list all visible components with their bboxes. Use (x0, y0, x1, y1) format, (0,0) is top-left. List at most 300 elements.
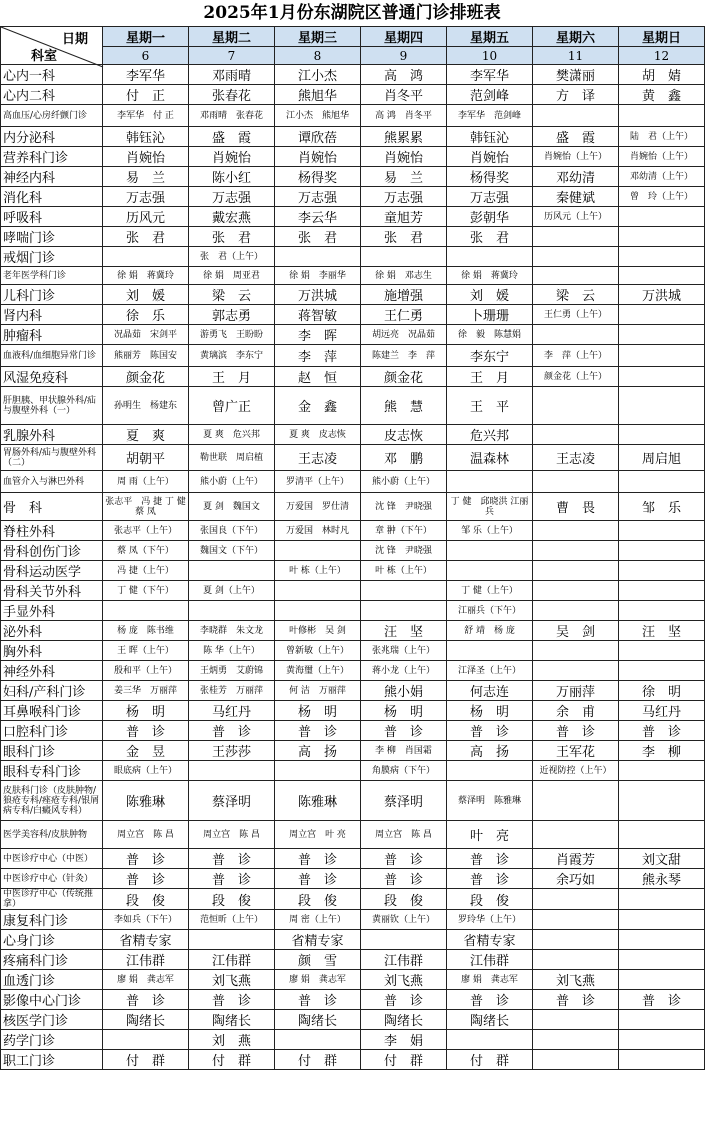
department-name: 消化科 (1, 187, 103, 207)
schedule-cell: 黄 鑫 (619, 85, 705, 105)
table-row (1, 267, 705, 285)
department-name: 职工门诊 (1, 1050, 103, 1070)
schedule-cell: 邹 乐 (619, 493, 705, 521)
schedule-cell (447, 541, 533, 561)
schedule-cell (533, 641, 619, 661)
schedule-cell (619, 425, 705, 445)
department-name: 内分泌科 (1, 127, 103, 147)
schedule-cell: 邓 鹏 (361, 445, 447, 471)
department-name: 眼科专科门诊 (1, 761, 103, 781)
schedule-cell: 万爱国 罗仕清 (275, 493, 361, 521)
day-header: 星期日 (619, 27, 705, 47)
schedule-cell: 谭欣蓓 (275, 127, 361, 147)
corner-dept-label: 科室 (31, 49, 58, 64)
schedule-cell (533, 227, 619, 247)
schedule-cell (619, 581, 705, 601)
department-name: 风湿免疫科 (1, 367, 103, 387)
header-corner (1, 27, 103, 65)
schedule-cell: 普 诊 (275, 849, 361, 869)
schedule-cell (619, 761, 705, 781)
schedule-cell: 普 诊 (275, 721, 361, 741)
schedule-cell: 普 诊 (361, 990, 447, 1010)
department-name: 口腔科门诊 (1, 721, 103, 741)
schedule-cell: 李如兵（下午） (103, 910, 189, 930)
schedule-cell: 颜金花 (103, 367, 189, 387)
schedule-cell: 张桂芳 万丽萍 (189, 681, 275, 701)
schedule-cell (103, 601, 189, 621)
schedule-cell: 冯 捷（上午） (103, 561, 189, 581)
department-name: 中医诊疗中心（传统推拿） (1, 889, 103, 910)
schedule-cell (533, 781, 619, 821)
day-header: 星期一 (103, 27, 189, 47)
department-name: 眼科门诊 (1, 741, 103, 761)
table-row (1, 910, 705, 930)
schedule-cell: 段 俊 (189, 889, 275, 910)
schedule-cell: 邓雨晴 (189, 65, 275, 85)
department-name: 泌外科 (1, 621, 103, 641)
department-name: 药学门诊 (1, 1030, 103, 1050)
schedule-cell (619, 267, 705, 285)
schedule-cell: 姜三华 万丽萍 (103, 681, 189, 701)
table-row (1, 761, 705, 781)
schedule-cell (533, 521, 619, 541)
schedule-cell: 肖冬平 (361, 85, 447, 105)
schedule-cell (275, 247, 361, 267)
schedule-cell (533, 471, 619, 493)
schedule-cell (619, 781, 705, 821)
schedule-cell: 徐 娟 邓志生 (361, 267, 447, 285)
table-row (1, 930, 705, 950)
schedule-cell: 王志凌 (275, 445, 361, 471)
schedule-cell: 熊小蔚（上午） (361, 471, 447, 493)
schedule-cell: 张 君（上午） (189, 247, 275, 267)
schedule-cell: 李军华 范剑峰 (447, 105, 533, 127)
table-row (1, 345, 705, 367)
department-name: 骨 科 (1, 493, 103, 521)
schedule-cell (533, 661, 619, 681)
schedule-cell (533, 541, 619, 561)
schedule-cell (619, 950, 705, 970)
schedule-cell: 丁 健（上午） (447, 581, 533, 601)
schedule-cell: 张志平 冯 捷 丁 健 蔡 凤 (103, 493, 189, 521)
schedule-cell: 叶修彬 吴 剑 (275, 621, 361, 641)
department-name: 胃肠外科/疝与腹壁外科（二） (1, 445, 103, 471)
schedule-cell: 邓幼清（上午） (619, 167, 705, 187)
table-row (1, 889, 705, 910)
department-name: 康复科门诊 (1, 910, 103, 930)
table-row (1, 970, 705, 990)
department-name: 胸外科 (1, 641, 103, 661)
schedule-cell: 肖婉怡（上午） (533, 147, 619, 167)
schedule-cell (533, 910, 619, 930)
schedule-cell: 普 诊 (361, 849, 447, 869)
table-row (1, 581, 705, 601)
schedule-cell: 胡 婧 (619, 65, 705, 85)
department-name: 心内一科 (1, 65, 103, 85)
schedule-cell: 王 月 (447, 367, 533, 387)
table-row (1, 741, 705, 761)
schedule-cell: 易 兰 (361, 167, 447, 187)
schedule-cell: 江伟群 (447, 950, 533, 970)
schedule-cell: 杨 明 (275, 701, 361, 721)
schedule-cell: 万志强 (275, 187, 361, 207)
schedule-cell: 蔡 凤（下午） (103, 541, 189, 561)
schedule-cell: 曹 畏 (533, 493, 619, 521)
schedule-cell: 王莎莎 (189, 741, 275, 761)
department-name: 心身门诊 (1, 930, 103, 950)
schedule-cell: 王军花 (533, 741, 619, 761)
table-row (1, 1010, 705, 1030)
table-row (1, 367, 705, 387)
schedule-cell: 普 诊 (189, 849, 275, 869)
schedule-cell: 徐 娟 蒋冀玲 (447, 267, 533, 285)
schedule-cell: 危兴邦 (447, 425, 533, 445)
department-name: 医学美容科/皮肤肿物 (1, 821, 103, 849)
table-row (1, 621, 705, 641)
department-name: 营养科门诊 (1, 147, 103, 167)
schedule-cell (619, 105, 705, 127)
schedule-cell: 蔡泽明 (361, 781, 447, 821)
schedule-cell (533, 950, 619, 970)
schedule-cell: 周立宫 陈 昌 (189, 821, 275, 849)
schedule-cell: 陶绪长 (275, 1010, 361, 1030)
schedule-cell: 付 群 (361, 1050, 447, 1070)
schedule-cell: 杨得奖 (447, 167, 533, 187)
department-name: 神经外科 (1, 661, 103, 681)
schedule-cell: 杨 明 (103, 701, 189, 721)
department-name: 中医诊疗中心（针灸） (1, 869, 103, 889)
schedule-cell: 普 诊 (189, 721, 275, 741)
department-name: 哮喘门诊 (1, 227, 103, 247)
schedule-cell (533, 821, 619, 849)
schedule-cell: 周立宫 叶 亮 (275, 821, 361, 849)
table-row (1, 471, 705, 493)
schedule-cell: 江伟群 (361, 950, 447, 970)
schedule-cell: 李 萍（上午） (533, 345, 619, 367)
schedule-cell (533, 1030, 619, 1050)
department-name: 骨科创伤门诊 (1, 541, 103, 561)
schedule-cell (447, 561, 533, 581)
schedule-cell: 普 诊 (189, 990, 275, 1010)
department-name: 脊柱外科 (1, 521, 103, 541)
schedule-cell: 省精专家 (447, 930, 533, 950)
schedule-cell: 陶绪长 (447, 1010, 533, 1030)
schedule-cell: 付 群 (447, 1050, 533, 1070)
department-name: 中医诊疗中心（中医） (1, 849, 103, 869)
schedule-cell: 张 君 (103, 227, 189, 247)
schedule-cell: 段 俊 (361, 889, 447, 910)
schedule-cell: 李军华 (447, 65, 533, 85)
schedule-cell: 熊 慧 (361, 387, 447, 425)
schedule-cell: 夏 爽 (103, 425, 189, 445)
table-row (1, 1030, 705, 1050)
schedule-cell (619, 207, 705, 227)
schedule-cell (619, 821, 705, 849)
schedule-cell (275, 581, 361, 601)
schedule-cell: 王 平 (447, 387, 533, 425)
schedule-cell (619, 910, 705, 930)
schedule-cell: 普 诊 (361, 869, 447, 889)
schedule-cell: 万志强 (361, 187, 447, 207)
schedule-cell: 普 诊 (447, 990, 533, 1010)
schedule-cell (619, 889, 705, 910)
schedule-cell: 黄璃滨 李东宁 (189, 345, 275, 367)
date-header: 6 (103, 47, 189, 65)
day-header: 星期五 (447, 27, 533, 47)
department-name: 肝胆胰、甲状腺外科/疝与腹壁外科（一） (1, 387, 103, 425)
schedule-cell: 杨 明 (361, 701, 447, 721)
schedule-cell: 马红丹 (619, 701, 705, 721)
schedule-cell: 何 洁 万丽萍 (275, 681, 361, 701)
schedule-cell: 陈小红 (189, 167, 275, 187)
schedule-cell: 刘飞燕 (533, 970, 619, 990)
schedule-cell: 江小杰 熊旭华 (275, 105, 361, 127)
schedule-cell: 熊丽芳 陈国安 (103, 345, 189, 367)
schedule-cell: 王 月 (189, 367, 275, 387)
schedule-cell: 温森林 (447, 445, 533, 471)
schedule-cell: 普 诊 (189, 869, 275, 889)
schedule-cell: 陶绪长 (361, 1010, 447, 1030)
schedule-cell (533, 561, 619, 581)
schedule-cell: 丁 健（下午） (103, 581, 189, 601)
header-row-dates (1, 47, 705, 65)
schedule-cell (533, 889, 619, 910)
schedule-cell: 童旭芳 (361, 207, 447, 227)
schedule-cell: 李晓群 朱文龙 (189, 621, 275, 641)
schedule-cell (103, 247, 189, 267)
day-header: 星期二 (189, 27, 275, 47)
schedule-cell: 刘文甜 (619, 849, 705, 869)
schedule-cell: 熊旭华 (275, 85, 361, 105)
schedule-cell: 夏 爽 皮志恢 (275, 425, 361, 445)
schedule-cell: 张国良（下午） (189, 521, 275, 541)
schedule-cell: 孙明生 杨建东 (103, 387, 189, 425)
schedule-cell: 李 柳 肖国霜 (361, 741, 447, 761)
schedule-cell: 夏 爽 危兴邦 (189, 425, 275, 445)
department-name: 高血压/心房纤颤门诊 (1, 105, 103, 127)
date-header: 9 (361, 47, 447, 65)
schedule-cell: 游勇飞 王盼盼 (189, 325, 275, 345)
schedule-cell: 何志连 (447, 681, 533, 701)
schedule-cell (619, 325, 705, 345)
schedule-cell: 李云华 (275, 207, 361, 227)
schedule-cell: 普 诊 (533, 990, 619, 1010)
table-row (1, 849, 705, 869)
table-row (1, 305, 705, 325)
schedule-cell: 盛 霞 (533, 127, 619, 147)
table-row (1, 325, 705, 345)
department-name: 老年医学科门诊 (1, 267, 103, 285)
schedule-cell: 金 鑫 (275, 387, 361, 425)
day-header: 星期三 (275, 27, 361, 47)
department-name: 血液科/血细胞异常门诊 (1, 345, 103, 367)
schedule-cell (619, 930, 705, 950)
schedule-cell: 杨 明 (447, 701, 533, 721)
table-row (1, 721, 705, 741)
department-name: 儿科门诊 (1, 285, 103, 305)
schedule-cell: 高 扬 (447, 741, 533, 761)
table-row (1, 1050, 705, 1070)
schedule-cell: 吴 剑 (533, 621, 619, 641)
schedule-cell: 历风元（上午） (533, 207, 619, 227)
schedule-cell: 陶绪长 (103, 1010, 189, 1030)
schedule-cell (533, 1050, 619, 1070)
schedule-cell: 罗玲华（上午） (447, 910, 533, 930)
schedule-cell: 赵 恒 (275, 367, 361, 387)
schedule-cell: 高 鸿 (361, 65, 447, 85)
schedule-cell: 段 俊 (447, 889, 533, 910)
schedule-cell: 易 兰 (103, 167, 189, 187)
schedule-cell: 普 诊 (275, 990, 361, 1010)
schedule-cell (275, 601, 361, 621)
date-header: 7 (189, 47, 275, 65)
schedule-cell: 范恒昕（上午） (189, 910, 275, 930)
schedule-cell (275, 1030, 361, 1050)
schedule-cell: 普 诊 (447, 721, 533, 741)
header-row-days (1, 27, 705, 47)
schedule-cell: 普 诊 (533, 721, 619, 741)
department-name: 影像中心门诊 (1, 990, 103, 1010)
schedule-cell: 段 俊 (275, 889, 361, 910)
schedule-cell (619, 345, 705, 367)
schedule-cell: 普 诊 (447, 869, 533, 889)
schedule-cell: 李 晖 (275, 325, 361, 345)
schedule-cell (619, 1030, 705, 1050)
schedule-cell: 陈雅琳 (275, 781, 361, 821)
schedule-cell: 陈 华（上午） (189, 641, 275, 661)
schedule-cell: 熊小蔚（上午） (189, 471, 275, 493)
schedule-cell: 施增强 (361, 285, 447, 305)
department-name: 疼痛科门诊 (1, 950, 103, 970)
schedule-cell: 江伟群 (103, 950, 189, 970)
schedule-cell (619, 471, 705, 493)
schedule-cell: 徐 娟 周亚君 (189, 267, 275, 285)
schedule-cell: 近视防控（上午） (533, 761, 619, 781)
schedule-cell: 王志凌 (533, 445, 619, 471)
schedule-cell: 徐 娟 李丽华 (275, 267, 361, 285)
schedule-cell: 普 诊 (619, 721, 705, 741)
schedule-cell: 邓幼清 (533, 167, 619, 187)
schedule-cell: 张 君 (275, 227, 361, 247)
schedule-cell: 肖婉怡（上午） (619, 147, 705, 167)
schedule-cell (533, 105, 619, 127)
schedule-cell (189, 561, 275, 581)
schedule-cell (619, 1050, 705, 1070)
schedule-cell: 马红丹 (189, 701, 275, 721)
schedule-cell: 丁 健 邱晓洪 江丽兵 (447, 493, 533, 521)
schedule-cell (619, 541, 705, 561)
schedule-cell: 角膜病（下午） (361, 761, 447, 781)
schedule-cell: 金 昱 (103, 741, 189, 761)
table-row (1, 147, 705, 167)
schedule-cell: 省精专家 (275, 930, 361, 950)
table-row (1, 187, 705, 207)
schedule-cell: 普 诊 (619, 990, 705, 1010)
department-name: 骨科运动医学 (1, 561, 103, 581)
schedule-cell: 方 译 (533, 85, 619, 105)
schedule-cell (533, 1010, 619, 1030)
schedule-cell: 勒世联 周启植 (189, 445, 275, 471)
schedule-cell: 李 萍 (275, 345, 361, 367)
schedule-cell: 邓雨晴 张春花 (189, 105, 275, 127)
department-name: 妇科/产科门诊 (1, 681, 103, 701)
schedule-cell: 彭朝华 (447, 207, 533, 227)
schedule-cell: 熊累累 (361, 127, 447, 147)
schedule-cell (533, 425, 619, 445)
schedule-cell: 李东宁 (447, 345, 533, 367)
schedule-cell (619, 970, 705, 990)
schedule-cell (189, 761, 275, 781)
schedule-cell: 刘 燕 (189, 1030, 275, 1050)
schedule-cell: 万丽萍 (533, 681, 619, 701)
table-row (1, 85, 705, 105)
schedule-cell: 蔡泽明 陈雅琳 (447, 781, 533, 821)
schedule-cell: 夏 剑（上午） (189, 581, 275, 601)
date-header: 12 (619, 47, 705, 65)
schedule-cell: 陈建兰 李 萍 (361, 345, 447, 367)
schedule-cell: 罗清平（上午） (275, 471, 361, 493)
schedule-cell: 梁 云 (533, 285, 619, 305)
schedule-cell: 卜珊珊 (447, 305, 533, 325)
schedule-cell: 叶 栋（上午） (275, 561, 361, 581)
schedule-cell: 普 诊 (103, 849, 189, 869)
schedule-cell: 胡朝平 (103, 445, 189, 471)
schedule-cell: 付 群 (275, 1050, 361, 1070)
schedule-cell (619, 661, 705, 681)
schedule-cell: 颜金花（上午） (533, 367, 619, 387)
table-row (1, 821, 705, 849)
schedule-cell: 杨 庞 陈书维 (103, 621, 189, 641)
schedule-cell: 徐 明 (619, 681, 705, 701)
department-name: 肾内科 (1, 305, 103, 325)
schedule-cell (619, 305, 705, 325)
schedule-cell: 王 晖（上午） (103, 641, 189, 661)
schedule-cell: 熊小娟 (361, 681, 447, 701)
schedule-cell: 廖 娟 龚志军 (275, 970, 361, 990)
schedule-cell: 夏 剑 魏国文 (189, 493, 275, 521)
schedule-cell (103, 1030, 189, 1050)
schedule-cell (447, 1030, 533, 1050)
schedule-cell: 周启旭 (619, 445, 705, 471)
schedule-cell: 高 扬 (275, 741, 361, 761)
schedule-cell: 张 君 (189, 227, 275, 247)
schedule-cell: 肖霞芳 (533, 849, 619, 869)
schedule-cell (533, 930, 619, 950)
schedule-cell (533, 267, 619, 285)
table-row (1, 601, 705, 621)
table-row (1, 285, 705, 305)
schedule-cell: 李军华 付 正 (103, 105, 189, 127)
schedule-cell: 张兆瑞（上午） (361, 641, 447, 661)
schedule-cell: 周 雨（上午） (103, 471, 189, 493)
department-name: 肿瘤科 (1, 325, 103, 345)
date-header: 11 (533, 47, 619, 65)
schedule-cell: 普 诊 (103, 990, 189, 1010)
schedule-cell: 段 俊 (103, 889, 189, 910)
schedule-cell: 刘 媛 (103, 285, 189, 305)
schedule-cell: 沈 锋 尹晓强 (361, 493, 447, 521)
department-name: 血透门诊 (1, 970, 103, 990)
page-title: 2025年1月份东湖院区普通门诊排班表 (203, 3, 501, 23)
schedule-cell: 周立宫 陈 昌 (103, 821, 189, 849)
schedule-cell: 陆 君（上午） (619, 127, 705, 147)
schedule-cell: 盛 霞 (189, 127, 275, 147)
schedule-cell: 沈 锋 尹晓强 (361, 541, 447, 561)
schedule-cell: 廖 娟 龚志军 (103, 970, 189, 990)
schedule-cell: 徐 娟 蒋冀玲 (103, 267, 189, 285)
schedule-cell: 张 君 (361, 227, 447, 247)
schedule-cell: 叶 亮 (447, 821, 533, 849)
